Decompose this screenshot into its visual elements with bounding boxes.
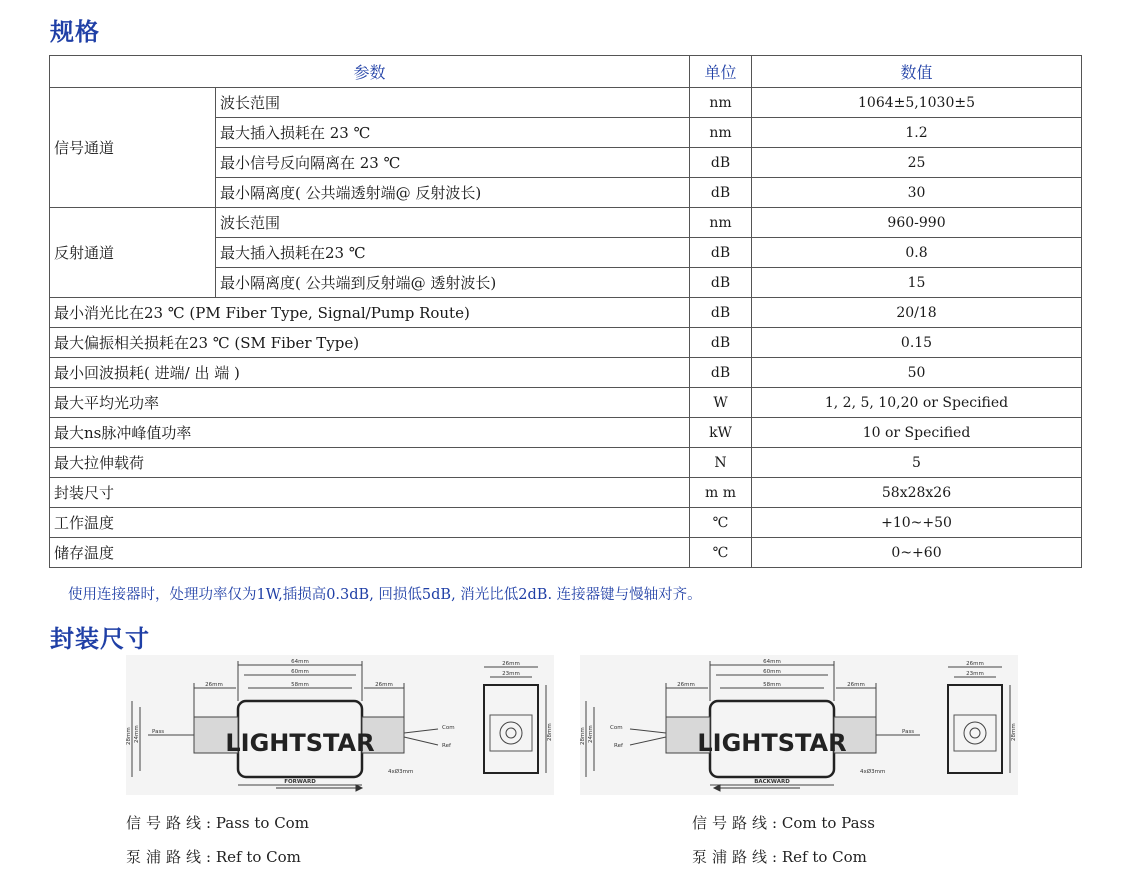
value-cell: 20/18 — [752, 298, 1082, 328]
backward-dim-60: 60mm — [763, 669, 781, 675]
param-cell: 最小信号反向隔离在 23 ℃ — [216, 148, 690, 178]
table-row — [50, 88, 1082, 118]
forward-port-ref: Ref — [442, 743, 451, 749]
forward-drawing-svg — [126, 655, 554, 795]
param-cell: 最大平均光功率 — [50, 388, 690, 418]
param-cell: 波长范围 — [216, 88, 690, 118]
unit-cell: nm — [690, 118, 752, 148]
pump-route-label: 泵浦路线 — [692, 848, 773, 866]
unit-cell: ℃ — [690, 508, 752, 538]
backward-dim-26-left: 26mm — [677, 682, 695, 688]
unit-cell: dB — [690, 178, 752, 208]
param-cell: 封装尺寸 — [50, 478, 690, 508]
param-cell: 最大偏振相关损耗在23 ℃ (SM Fiber Type) — [50, 328, 690, 358]
value-cell: 58x28x26 — [752, 478, 1082, 508]
backward-pump-route-value: Ref to Com — [781, 848, 867, 866]
table-row — [50, 538, 1082, 568]
unit-cell: nm — [690, 208, 752, 238]
forward-hole-label: 4xØ3mm — [388, 769, 414, 775]
param-cell: 最大拉伸载荷 — [50, 448, 690, 478]
unit-cell: kW — [690, 418, 752, 448]
pump-route-label: 泵浦路线 — [126, 848, 207, 866]
param-cell: 最小回波损耗( 进端/ 出 端 ) — [50, 358, 690, 388]
table-row — [50, 508, 1082, 538]
table-row — [50, 358, 1082, 388]
unit-cell: nm — [690, 88, 752, 118]
forward-side-26: 26mm — [502, 661, 520, 667]
forward-port-pass: Pass — [152, 729, 165, 735]
unit-cell: ℃ — [690, 538, 752, 568]
value-cell: 1, 2, 5, 10,20 or Specified — [752, 388, 1082, 418]
forward-brand-label: LIGHTSTAR — [225, 729, 375, 757]
forward-port-com: Com — [442, 725, 455, 731]
table-header-row — [50, 56, 1082, 88]
spec-table — [49, 55, 1082, 568]
value-cell: 30 — [752, 178, 1082, 208]
value-cell: 0.8 — [752, 238, 1082, 268]
table-row — [50, 418, 1082, 448]
backward-port-ref: Ref — [614, 743, 623, 749]
signal-group-label: 信号通道 — [50, 88, 216, 208]
forward-dim-26-right: 26mm — [375, 682, 393, 688]
table-row — [50, 208, 1082, 238]
spec-section-title: 规格 — [50, 18, 100, 46]
param-cell: 工作温度 — [50, 508, 690, 538]
forward-pump-route: 泵浦路线: Ref to Com — [126, 848, 301, 866]
connector-note: 使用连接器时，处理功率仅为1W,插损高0.3dB, 回损低5dB, 消光比低2dB. 连接器键与慢轴对齐。 — [68, 587, 702, 603]
unit-cell: dB — [690, 328, 752, 358]
param-cell: 最小消光比在23 ℃ (PM Fiber Type, Signal/Pump Route) — [50, 298, 690, 328]
value-cell: 0.15 — [752, 328, 1082, 358]
backward-side-28: 28mm — [1011, 723, 1017, 741]
table-row — [50, 448, 1082, 478]
header-value: 数值 — [752, 56, 1082, 88]
backward-hole-label: 4xØ3mm — [860, 769, 886, 775]
header-unit: 单位 — [690, 56, 752, 88]
backward-dim-26-right: 26mm — [847, 682, 865, 688]
forward-dim-24: 24mm — [134, 725, 140, 743]
backward-dim-28: 28mm — [580, 727, 586, 745]
backward-side-26: 26mm — [966, 661, 984, 667]
backward-side-23: 23mm — [966, 671, 984, 677]
backward-drawing-svg — [580, 655, 1018, 795]
value-cell: 1064±5,1030±5 — [752, 88, 1082, 118]
unit-cell: N — [690, 448, 752, 478]
param-cell: 最大插入损耗在23 ℃ — [216, 238, 690, 268]
forward-side-23: 23mm — [502, 671, 520, 677]
forward-dim-58: 58mm — [291, 682, 309, 688]
forward-pump-route-value: Ref to Com — [215, 848, 301, 866]
forward-dim-26-left: 26mm — [205, 682, 223, 688]
forward-dim-60: 60mm — [291, 669, 309, 675]
backward-package-drawing — [580, 655, 1018, 795]
value-cell: 15 — [752, 268, 1082, 298]
backward-signal-route-value: Com to Pass — [781, 814, 875, 832]
unit-cell: dB — [690, 268, 752, 298]
param-cell: 波长范围 — [216, 208, 690, 238]
param-cell: 储存温度 — [50, 538, 690, 568]
backward-pump-route: 泵浦路线: Ref to Com — [692, 848, 867, 866]
param-cell: 最大插入损耗在 23 ℃ — [216, 118, 690, 148]
unit-cell: dB — [690, 238, 752, 268]
forward-signal-route-value: Pass to Com — [215, 814, 309, 832]
forward-signal-route: 信号路线: Pass to Com — [126, 814, 309, 832]
reflect-group-label: 反射通道 — [50, 208, 216, 298]
value-cell: 0~+60 — [752, 538, 1082, 568]
backward-dim-64: 64mm — [763, 659, 781, 665]
backward-signal-route: 信号路线: Com to Pass — [692, 814, 875, 832]
unit-cell: W — [690, 388, 752, 418]
value-cell: 50 — [752, 358, 1082, 388]
table-row — [50, 328, 1082, 358]
backward-dim-24: 24mm — [588, 725, 594, 743]
value-cell: +10~+50 — [752, 508, 1082, 538]
value-cell: 10 or Specified — [752, 418, 1082, 448]
backward-dim-58: 58mm — [763, 682, 781, 688]
signal-route-label: 信号路线 — [126, 814, 207, 832]
package-section-title: 封装尺寸 — [50, 625, 150, 653]
value-cell: 5 — [752, 448, 1082, 478]
backward-brand-label: LIGHTSTAR — [697, 729, 847, 757]
unit-cell: dB — [690, 298, 752, 328]
param-cell: 最小隔离度( 公共端透射端@ 反射波长) — [216, 178, 690, 208]
table-row — [50, 298, 1082, 328]
forward-direction-label: FORWARD — [284, 779, 316, 785]
header-param: 参数 — [50, 56, 690, 88]
unit-cell: dB — [690, 148, 752, 178]
value-cell: 25 — [752, 148, 1082, 178]
param-cell: 最大ns脉冲峰值功率 — [50, 418, 690, 448]
value-cell: 960-990 — [752, 208, 1082, 238]
unit-cell: m m — [690, 478, 752, 508]
forward-package-drawing — [126, 655, 554, 795]
table-row — [50, 388, 1082, 418]
value-cell: 1.2 — [752, 118, 1082, 148]
param-cell: 最小隔离度( 公共端到反射端@ 透射波长) — [216, 268, 690, 298]
forward-dim-64: 64mm — [291, 659, 309, 665]
backward-port-pass: Pass — [902, 729, 915, 735]
forward-dim-28: 28mm — [126, 727, 132, 745]
signal-route-label: 信号路线 — [692, 814, 773, 832]
unit-cell: dB — [690, 358, 752, 388]
table-row — [50, 478, 1082, 508]
forward-side-28: 28mm — [547, 723, 553, 741]
backward-port-com: Com — [610, 725, 623, 731]
backward-direction-label: BACKWARD — [754, 779, 790, 785]
